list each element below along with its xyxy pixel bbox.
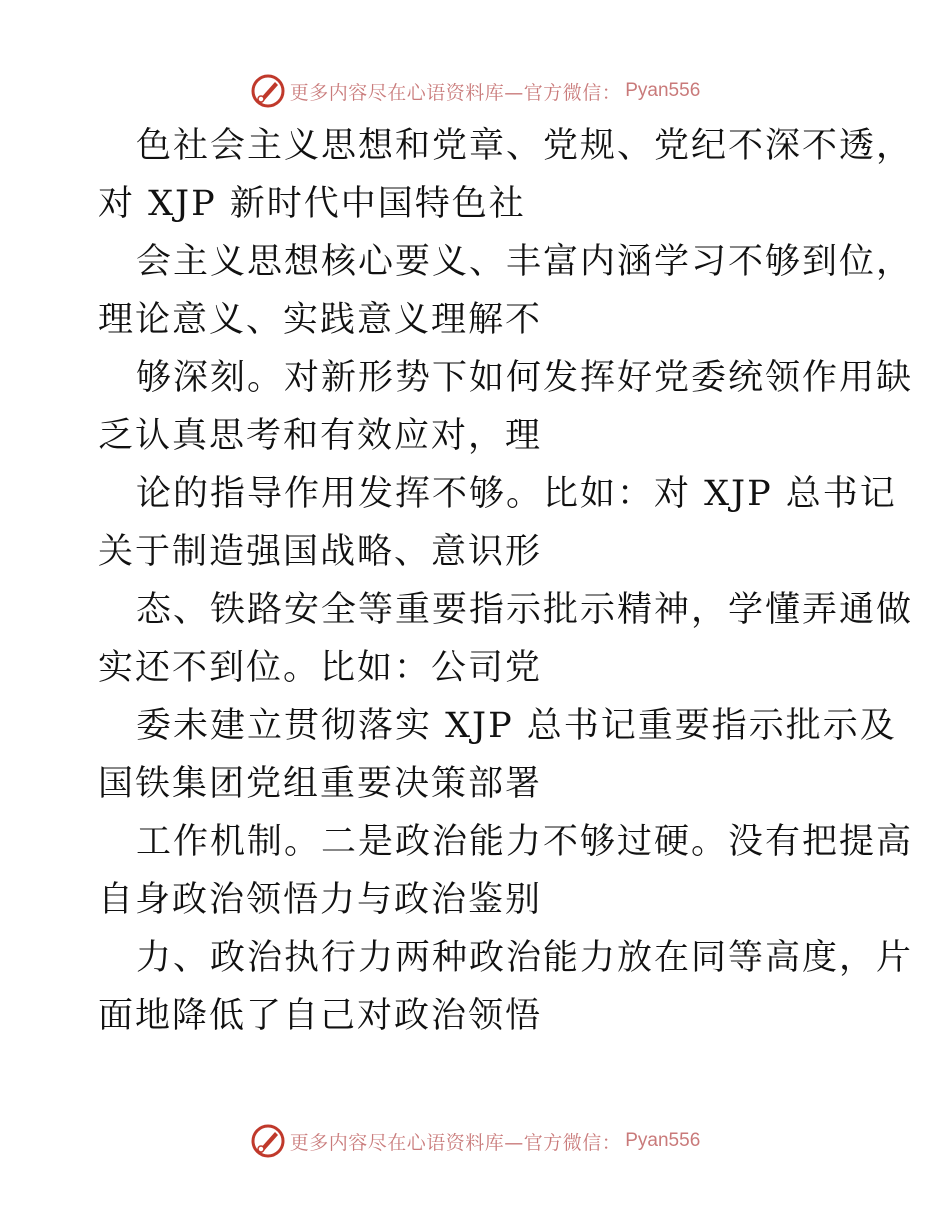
header-watermark — [0, 71, 950, 111]
text-line: 工作机制。二是政治能力不够过硬。没有把提高 — [136, 822, 914, 862]
text-line: 国铁集团党组重要决策部署 — [98, 764, 543, 804]
text-line: 力、政治执行力两种政治能力放在同等高度，片 — [136, 938, 914, 978]
text-line: 委未建立贯彻落实 XJP 总书记重要指示批示及 — [136, 706, 897, 746]
text-line: 对 XJP 新时代中国特色社 — [98, 184, 526, 224]
footer-watermark — [0, 1121, 950, 1161]
pen-logo-icon — [250, 73, 286, 109]
text-line: 会主义思想核心要义、丰富内涵学习不够到位， — [136, 242, 914, 282]
watermark-wechat-id: Pyan556 — [625, 80, 701, 101]
text-line: 论的指导作用发挥不够。比如：对 XJP 总书记 — [136, 474, 897, 514]
text-line: 关于制造强国战略、意识形 — [98, 532, 543, 572]
watermark-text: 更多内容尽在心语资料库—官方微信： — [289, 1131, 622, 1154]
text-line: 实还不到位。比如：公司党 — [98, 648, 543, 688]
text-line: 态、铁路安全等重要指示批示精神，学懂弄通做 — [136, 590, 914, 630]
text-line: 够深刻。对新形势下如何发挥好党委统领作用缺 — [136, 358, 914, 398]
text-line: 色社会主义思想和党章、党规、党纪不深不透， — [136, 126, 914, 166]
text-line: 乏认真思考和有效应对，理 — [98, 416, 543, 456]
watermark-wechat-id: Pyan556 — [625, 1130, 701, 1151]
watermark-text: 更多内容尽在心语资料库—官方微信： — [289, 81, 622, 104]
pen-logo-icon — [250, 1123, 286, 1159]
text-line: 面地降低了自己对政治领悟 — [98, 996, 543, 1036]
text-line: 理论意义、实践意义理解不 — [98, 300, 543, 340]
text-line: 自身政治领悟力与政治鉴别 — [98, 880, 543, 920]
